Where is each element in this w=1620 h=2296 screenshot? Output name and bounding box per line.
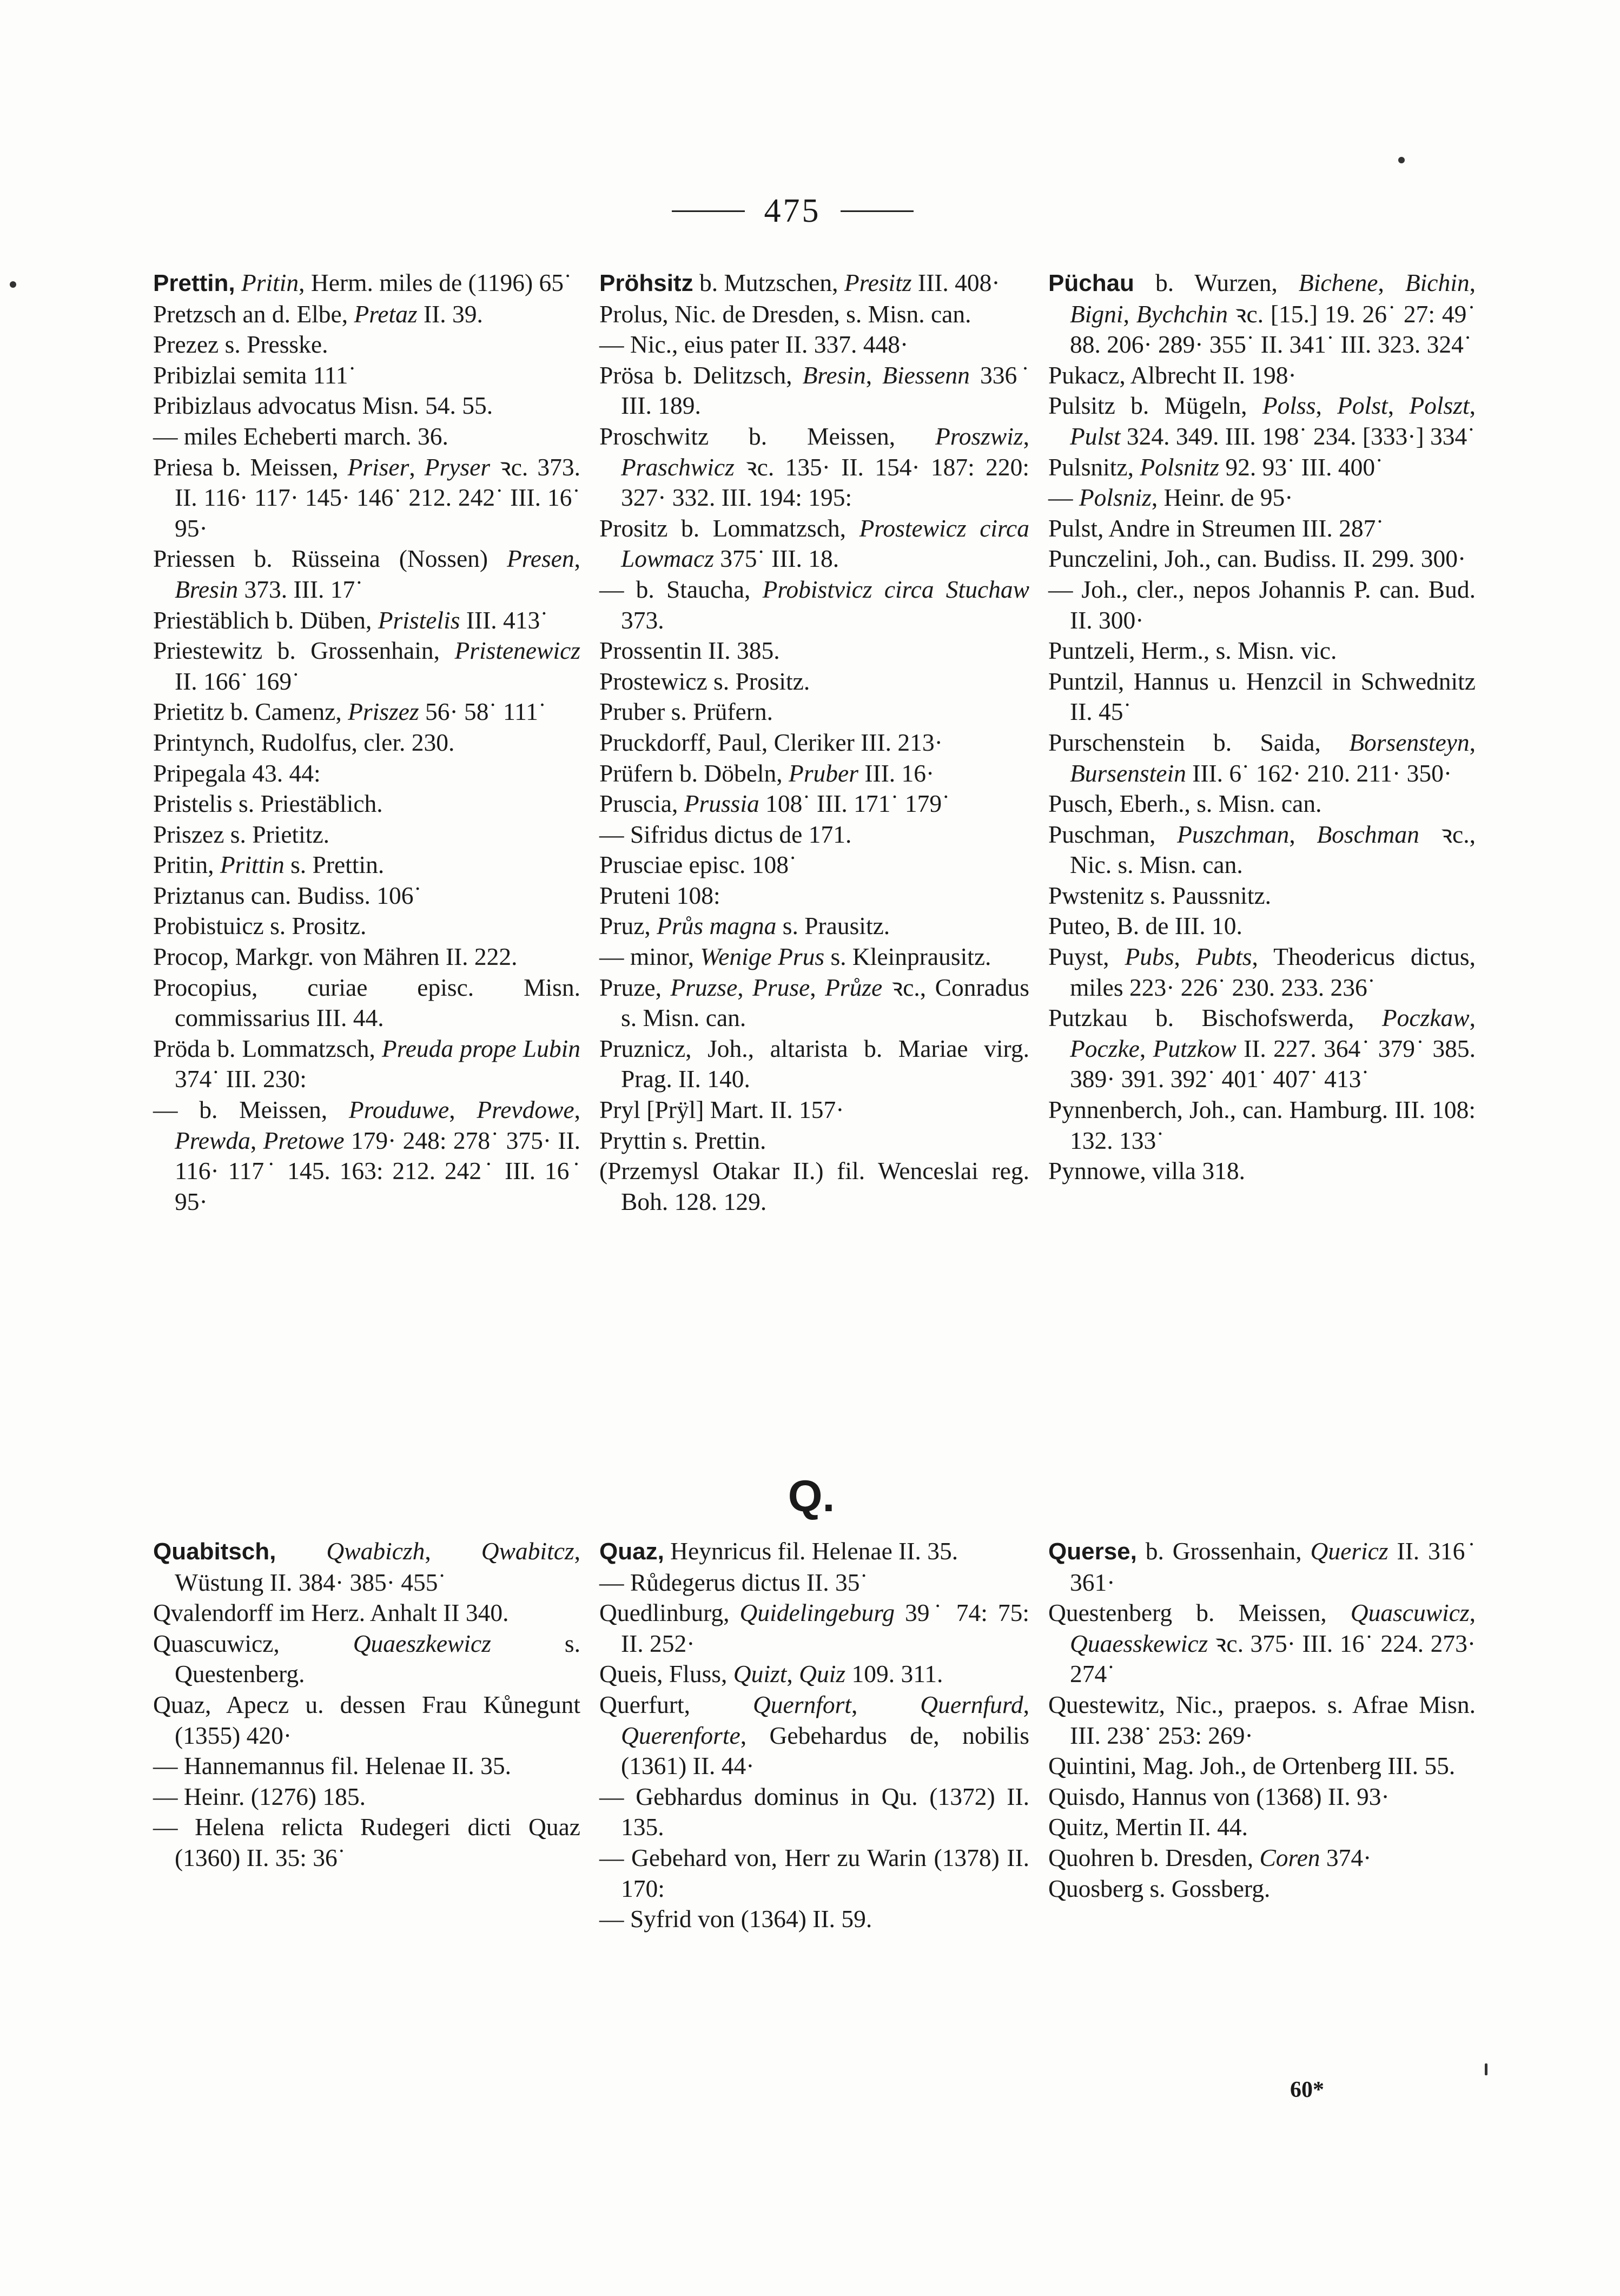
index-entry: — Gebehard von, Herr zu Warin (1378) II. 170: (599, 1843, 1029, 1902)
index-entry: Pryl [Prÿl] Mart. II. 157· (599, 1096, 844, 1124)
index-entry: Pruber s. Prüfern. (599, 698, 773, 726)
index-entry: Puschman, Puszchman, Boschman ꝛc., Nic. s. Misn. can. (1048, 820, 1476, 879)
index-entry: Pwstenitz s. Paussnitz. (1048, 881, 1272, 909)
index-entry: Pribizlaus advocatus Misn. 54. 55. (153, 392, 493, 420)
section-heading-q: Q. (788, 1472, 835, 1521)
index-entry: Quedlinburg, Quidelingeburg 39˙ 74: 75: II. 252· (599, 1599, 1029, 1657)
index-entry: Punczelini, Joh., can. Budiss. II. 299. 300· (1048, 545, 1466, 573)
index-entry: Priszez s. Prietitz. (153, 820, 330, 848)
index-entry: Pretzsch an d. Elbe, Pretaz II. 39. (153, 300, 483, 328)
index-entry: Prettin, Pritin, Herm. miles de (1196) 65˙ (153, 269, 572, 296)
index-entry: Puntzil, Hannus u. Henzcil in Schwednitz II. 45˙ (1048, 667, 1476, 726)
index-entry: Qvalendorff im Herz. Anhalt II 340. (153, 1599, 509, 1627)
index-entry: Pusch, Eberh., s. Misn. can. (1048, 790, 1322, 818)
index-entry: Prezez s. Presske. (153, 330, 328, 359)
index-entry: Pritin, Prittin s. Prettin. (153, 851, 385, 879)
index-entry: — Syfrid von (1364) II. 59. (599, 1905, 872, 1933)
index-entry: — Polsniz, Heinr. de 95· (1048, 484, 1293, 512)
index-entry: Pryttin s. Prettin. (599, 1126, 766, 1154)
index-entry: Pröhsitz b. Mutzschen, Presitz III. 408· (599, 269, 1000, 296)
index-entry: Pruscia, Prussia 108˙ III. 171˙ 179˙ (599, 790, 950, 818)
index-entry: Pröda b. Lommatzsch, Preuda prope Lubin 374˙ III. 230: (153, 1034, 580, 1093)
index-entry: Prüfern b. Döbeln, Pruber III. 16· (599, 759, 935, 787)
index-entry: Prostewicz s. Prositz. (599, 667, 810, 695)
index-entry: — Sifridus dictus de 171. (599, 820, 852, 848)
index-entry: Puteo, B. de III. 10. (1048, 912, 1242, 940)
index-entry: Purschenstein b. Saida, Borsensteyn, Bursenstein III. 6˙ 162· 210. 211· 350· (1048, 728, 1476, 787)
index-entry: Pripegala 43. 44: (153, 759, 321, 787)
index-entry: — Hannemannus fil. Helenae II. 35. (153, 1752, 512, 1780)
index-entry: Pruze, Pruzse, Pruse, Průze ꝛc., Conradus s. Misn. can. (599, 973, 1030, 1032)
index-entry: Püchau b. Wurzen, Bichene, Bichin, Bigni, Bychchin ꝛc. [15.] 19. 26˙ 27: 49˙ 88. 206· 289· 355˙ II. 341˙ III. 323. 324˙ (1048, 269, 1476, 359)
page-number: 475 (764, 192, 821, 229)
index-entry: Pynnenberch, Joh., can. Hamburg. III. 108: 132. 133˙ (1048, 1096, 1476, 1154)
index-entry: Prolus, Nic. de Dresden, s. Misn. can. (599, 300, 971, 328)
index-entry: Questenberg b. Meissen, Quascuwicz, Quaesskewicz ꝛc. 375· III. 16˙ 224. 273· 274˙ (1048, 1599, 1476, 1688)
index-entry: — Heinr. (1276) 185. (153, 1782, 366, 1810)
signature-mark: 60* (1290, 2077, 1324, 2102)
index-entry: Quascuwicz, Quaeszkewicz s. Questenberg. (153, 1629, 580, 1688)
index-entry: Procop, Markgr. von Mähren II. 222. (153, 943, 518, 971)
column-2-q-entries (599, 1536, 1029, 1935)
index-entry: Quaz, Heynricus fil. Helenae II. 35. (599, 1537, 958, 1565)
index-entry: Priessen b. Rüsseina (Nossen) Presen, Bresin 373. III. 17˙ (153, 545, 580, 603)
index-entry: Putzkau b. Bischofswerda, Poczkaw, Poczke, Putzkow II. 227. 364˙ 379˙ 385. 389· 391. 392˙ 401˙ 407˙ 413˙ (1048, 1004, 1476, 1093)
index-entry: — Nic., eius pater II. 337. 448· (599, 330, 909, 359)
index-entry: Pruckdorff, Paul, Cleriker III. 213· (599, 728, 943, 756)
index-entry: Quosberg s. Gossberg. (1048, 1874, 1271, 1902)
print-speck (1398, 157, 1405, 163)
index-entry: Pribizlai semita 111˙ (153, 361, 356, 389)
print-speck (10, 281, 16, 288)
header-rule-left (672, 210, 745, 212)
index-entry: (Przemysl Otakar II.) fil. Wenceslai reg. Boh. 128. 129. (599, 1157, 1029, 1215)
index-entry: Quintini, Mag. Joh., de Ortenberg III. 55. (1048, 1752, 1456, 1780)
index-entry: Proschwitz b. Meissen, Proszwiz, Praschwicz ꝛc. 135· II. 154· 187: 220: 327· 332. III. 194: 195: (599, 422, 1029, 512)
index-entry: Pruznicz, Joh., altarista b. Mariae virg. Prag. II. 140. (599, 1034, 1029, 1093)
index-entry: Querfurt, Quernfort, Quernfurd, Querenforte, Gebehardus de, nobilis (1361) II. 44· (599, 1690, 1030, 1780)
index-entry: Prositz b. Lommatzsch, Prostewicz circa Lowmacz 375˙ III. 18. (599, 514, 1029, 573)
index-entry: Pristelis s. Priestäblich. (153, 790, 383, 818)
index-entry: — miles Echeberti march. 36. (153, 422, 448, 450)
index-entry: Pulsitz b. Mügeln, Polss, Polst, Polszt, Pulst 324. 349. III. 198˙ 234. [333·] 334˙ (1048, 392, 1476, 450)
index-entry: Printynch, Rudolfus, cler. 230. (153, 728, 455, 756)
index-entry: Procopius, curiae episc. Misn. commissarius III. 44. (153, 973, 580, 1032)
print-speck (1485, 2063, 1487, 2075)
index-entry: Pruz, Průs magna s. Prausitz. (599, 912, 890, 940)
index-entry: Quohren b. Dresden, Coren 374· (1048, 1843, 1372, 1871)
index-entry: Pulst, Andre in Streumen III. 287˙ (1048, 514, 1384, 542)
index-entry: Questewitz, Nic., praepos. s. Afrae Misn. III. 238˙ 253: 269· (1048, 1690, 1476, 1749)
index-entry: — Růdegerus dictus II. 35˙ (599, 1568, 868, 1596)
index-entry: Probistuicz s. Prositz. (153, 912, 367, 940)
index-entry: Pulsnitz, Polsnitz 92. 93˙ III. 400˙ (1048, 453, 1384, 481)
index-entry: — b. Meissen, Prouduwe, Prevdowe, Prewda, Pretowe 179· 248: 278˙ 375· II. 116· 117˙ 145. 163: 212. 242˙ III. 16˙ 95· (153, 1096, 581, 1215)
index-entry: Prietitz b. Camenz, Priszez 56· 58˙ 111˙ (153, 698, 547, 726)
index-entry: Quitz, Mertin II. 44. (1048, 1813, 1248, 1841)
column-3-q-entries (1048, 1536, 1476, 1904)
index-entry: — Helena relicta Rudegeri dicti Quaz (1360) II. 35: 36˙ (153, 1813, 580, 1871)
index-entry: Prusciae episc. 108˙ (599, 851, 797, 879)
index-entry: Pukacz, Albrecht II. 198· (1048, 361, 1297, 389)
column-1-p-entries (153, 268, 580, 1217)
index-entry: Prossentin II. 385. (599, 637, 780, 665)
index-entry: Quisdo, Hannus von (1368) II. 93· (1048, 1782, 1390, 1810)
page-header (663, 187, 922, 235)
index-entry: — Joh., cler., nepos Johannis P. can. Bud. II. 300· (1048, 575, 1476, 634)
index-entry: — minor, Wenige Prus s. Kleinprausitz. (599, 943, 991, 971)
index-entry: Priztanus can. Budiss. 106˙ (153, 881, 422, 909)
index-entry: Quaz, Apecz u. dessen Frau Kůnegunt (1355) 420· (153, 1690, 580, 1749)
index-entry: — Gebhardus dominus in Qu. (1372) II. 135. (599, 1782, 1029, 1841)
index-entry: Priestewitz b. Grossenhain, Pristenewicz II. 166˙ 169˙ (153, 637, 580, 695)
index-entry: Priesa b. Meissen, Priser, Pryser ꝛc. 373. II. 116· 117· 145· 146˙ 212. 242˙ III. 16˙ 95· (153, 453, 581, 542)
index-entry: Puntzeli, Herm., s. Misn. vic. (1048, 637, 1337, 665)
index-entry: — b. Staucha, Probistvicz circa Stuchaw 373. (599, 575, 1029, 634)
column-1-q-entries (153, 1536, 580, 1874)
index-entry: Puyst, Pubs, Pubts, Theodericus dictus, miles 223· 226˙ 230. 233. 236˙ (1048, 943, 1476, 1001)
index-entry: Queis, Fluss, Quizt, Quiz 109. 311. (599, 1660, 943, 1688)
index-entry: Pynnowe, villa 318. (1048, 1157, 1245, 1185)
index-entry: Pruteni 108: (599, 881, 720, 909)
index-entry: Priestäblich b. Düben, Pristelis III. 413˙ (153, 606, 548, 634)
column-2-p-entries (599, 268, 1029, 1217)
header-rule-right (841, 210, 914, 212)
index-entry: Prösa b. Delitzsch, Bresin, Biessenn 336˙ III. 189. (599, 361, 1030, 420)
index-entry: Quabitsch, Qwabiczh, Qwabitcz, Wüstung II. 384· 385· 455˙ (153, 1537, 580, 1596)
index-entry: Querse, b. Grossenhain, Quericz II. 316˙ 361· (1048, 1537, 1476, 1596)
column-3-p-entries (1048, 268, 1476, 1187)
